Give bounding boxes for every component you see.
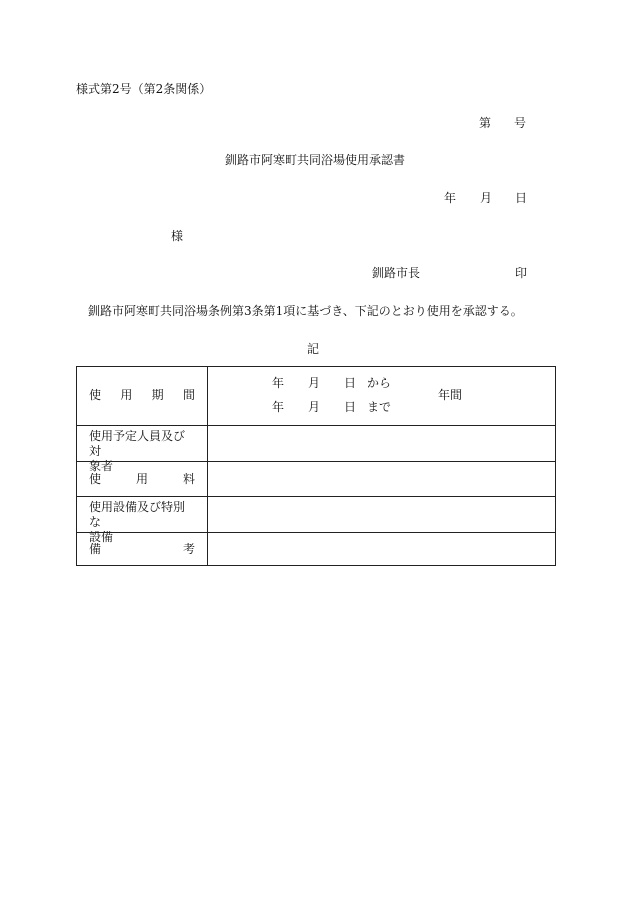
label-char: 間 [182, 388, 195, 402]
label-line: 使用設備及び特別な [89, 500, 186, 529]
period-from-month: 月 [308, 376, 321, 390]
period-duration: 年間 [438, 388, 463, 402]
label-char: 使 [89, 388, 102, 402]
period-to-month: 月 [308, 400, 321, 414]
number-go: 号 [514, 116, 527, 130]
label-line: 使用予定人員及び対 [89, 429, 186, 458]
seal-mark: 印 [515, 266, 528, 280]
label-fee [89, 472, 195, 487]
row-period [77, 367, 555, 425]
document-title: 釧路市阿寒町共同浴場使用承認書 [225, 153, 406, 167]
ki-heading: 記 [307, 342, 320, 356]
label-period [89, 388, 195, 403]
issuer-name: 釧路市長 [372, 266, 421, 280]
row-persons [77, 425, 555, 473]
period-from-kara: から [367, 376, 392, 390]
label-char: 考 [182, 542, 195, 556]
label-char: 使 [89, 472, 102, 486]
label-char: 備 [89, 542, 102, 556]
body-text: 釧路市阿寒町共同浴場条例第3条第1項に基づき、下記のとおり使用を承認する。 [88, 304, 523, 318]
label-char: 用 [120, 388, 133, 402]
label-char: 期 [151, 388, 164, 402]
row-fee [77, 461, 555, 496]
period-to-year: 年 [272, 400, 285, 414]
number-dai: 第 [479, 116, 492, 130]
label-char: 料 [182, 472, 195, 486]
label-remarks [89, 542, 195, 557]
label-line: 設備 [89, 530, 114, 544]
period-from-day: 日 [344, 376, 357, 390]
period-from-year: 年 [272, 376, 285, 390]
row-equipment [77, 496, 555, 544]
date-month: 月 [480, 191, 493, 205]
period-to-day: 日 [344, 400, 357, 414]
row-remarks [77, 532, 555, 565]
approval-table [76, 366, 556, 566]
label-char: 用 [135, 472, 148, 486]
addressee-suffix: 様 [171, 229, 184, 243]
date-day: 日 [515, 191, 528, 205]
date-year: 年 [444, 191, 457, 205]
period-to-made: まで [367, 400, 392, 414]
form-id: 様式第2号（第2条関係） [76, 82, 212, 96]
label-line: 象者 [89, 459, 114, 473]
